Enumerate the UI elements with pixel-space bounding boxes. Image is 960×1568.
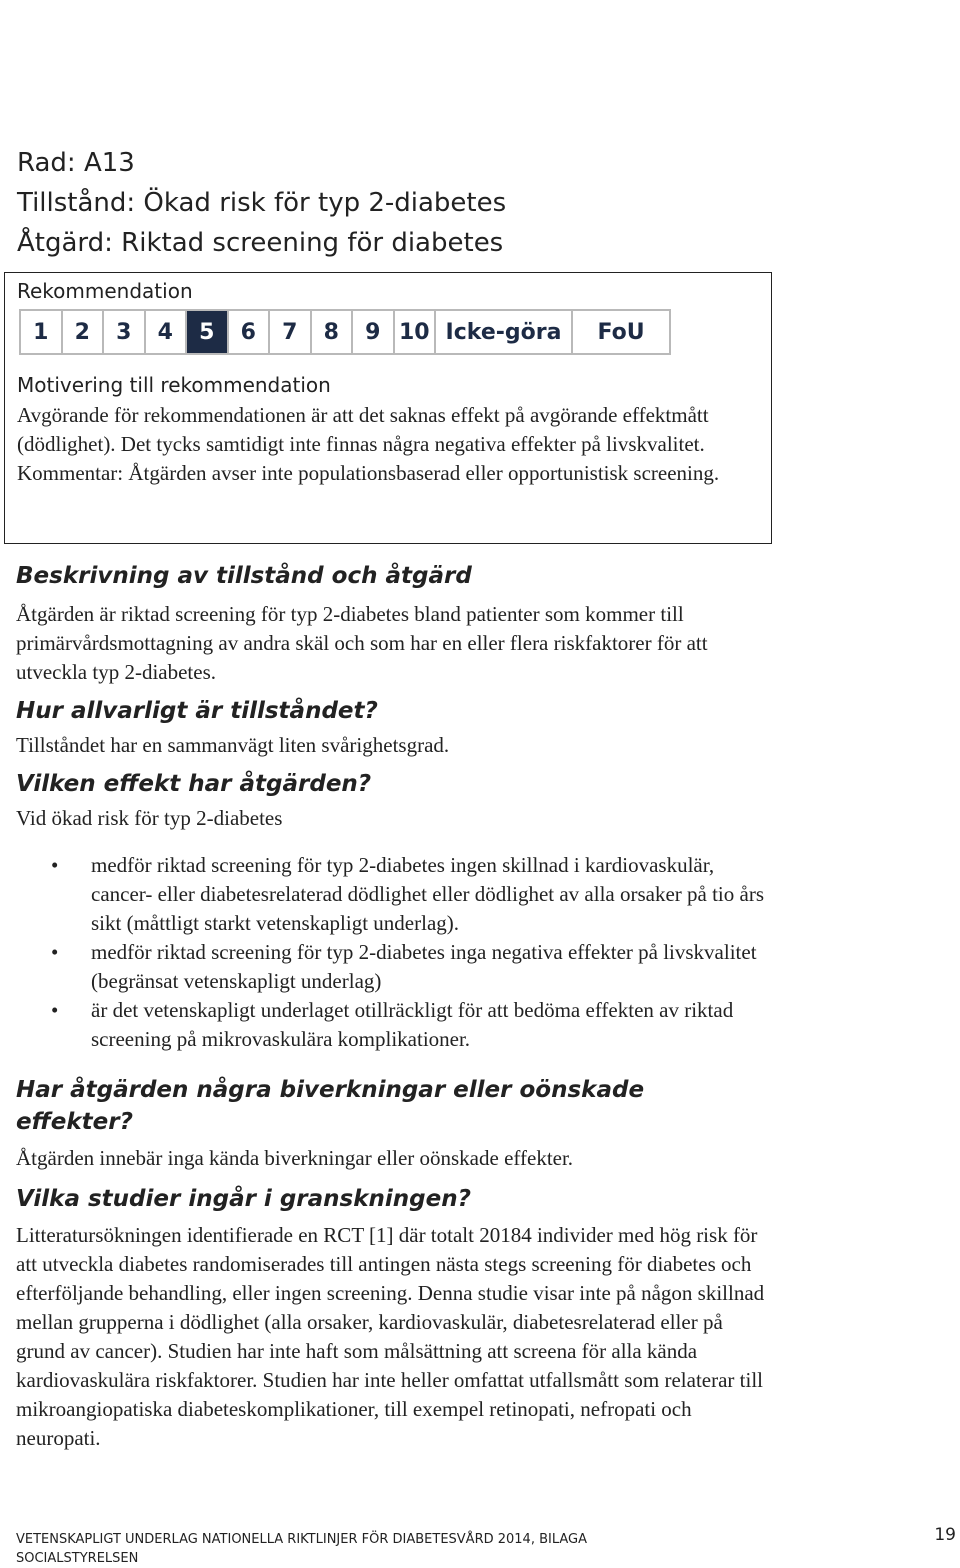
effect-heading: Vilken effekt har åtgärden?: [16, 771, 372, 797]
effect-intro: Vid ökad risk för typ 2-diabetes: [16, 806, 283, 830]
effect-bullet-text: är det vetenskapligt underlaget otillräckligt för att bedöma effekten av riktad screening på mikrovaskulära komplikationer.: [91, 998, 734, 1051]
severity-text: Tillståndet har en sammanvägt liten svårighetsgrad.: [16, 733, 450, 757]
footer-publication: VETENSKAPLIGT UNDERLAG NATIONELLA RIKTLINJER FÖR DIABETESVÅRD 2014, BILAGA: [16, 1532, 588, 1547]
scale-cell-3: 3: [104, 311, 146, 353]
bullet-icon: •: [51, 998, 59, 1022]
action-title: Åtgärd: Riktad screening för diabetes: [17, 228, 504, 258]
page-number: 19: [934, 1525, 956, 1545]
main-content: [16, 560, 766, 1453]
motivation-comment: Kommentar: Åtgärden avser inte populationsbaserad eller opportunistisk screening.: [17, 461, 720, 485]
description-heading: Beskrivning av tillstånd och åtgärd: [16, 563, 472, 589]
scale-cell-5: 5: [187, 311, 229, 353]
side-effects-text: Åtgärden innebär inga kända biverkningar eller oönskade effekter.: [16, 1146, 574, 1170]
motivation-heading: Motivering till rekommendation: [17, 373, 331, 397]
condition-title: Tillstånd: Ökad risk för typ 2-diabetes: [17, 188, 507, 218]
severity-heading: Hur allvarligt är tillståndet?: [16, 698, 378, 724]
list-item: [16, 851, 766, 938]
footer-publisher: SOCIALSTYRELSEN: [16, 1551, 139, 1566]
bullet-icon: •: [51, 853, 59, 877]
studies-heading: Vilka studier ingår i granskningen?: [16, 1186, 471, 1212]
description-text: Åtgärden är riktad screening för typ 2-diabetes bland patienter som kommer till primärvårdsmottagning av andra skäl och som har en eller flera riskfaktorer för att utveckla typ 2-diabetes.: [16, 602, 708, 684]
motivation-body: [17, 401, 757, 488]
effect-bullet-list: [16, 851, 766, 1054]
studies-text: Litteratursökningen identifierade en RCT [1] där totalt 20184 individer med hög risk för att utveckla diabetes randomiserades till antingen nästa stegs screening för diabetes och efterföljande behandling, eller ingen screening. Denna studie visar inte på någon skillnad mellan grupperna i dödlighet (alla orsaker, kardiovaskulär, diabetesrelaterad eller på grund av cancer). Studien har inte haft som målsättning att screena för alla kända kardiovaskulära riskfaktorer. Studien har inte heller omfattat utfallsmått som relaterar till mikroangiopatiska diabeteskomplikationer, till exempel retinopati, nefropati och neuropati.: [16, 1223, 765, 1450]
footer: [16, 1530, 960, 1568]
scale-cell-1: 1: [21, 311, 63, 353]
scale-cell-4: 4: [146, 311, 188, 353]
scale-cell-8: 8: [312, 311, 354, 353]
scale-cell-10: 10: [395, 311, 437, 353]
scale-cell-7: 7: [270, 311, 312, 353]
motivation-text: Avgörande för rekommendationen är att det saknas effekt på avgörande effektmått (dödlighet). Det tycks samtidigt inte finnas några negativa effekter på livskvalitet.: [17, 403, 709, 456]
title-block: [17, 143, 506, 263]
side-effects-heading: Har åtgärden några biverkningar eller oönskade effekter?: [16, 1077, 645, 1135]
scale-cell-11: Icke-göra: [436, 311, 573, 353]
row-title: Rad: A13: [17, 148, 135, 178]
scale-cell-12: FoU: [573, 311, 669, 353]
scale-cell-6: 6: [229, 311, 271, 353]
recommendation-scale: [19, 309, 671, 355]
scale-cell-9: 9: [353, 311, 395, 353]
scale-cell-2: 2: [63, 311, 105, 353]
list-item: [16, 996, 766, 1054]
effect-bullet-text: medför riktad screening för typ 2-diabetes inga negativa effekter på livskvalitet (begränsat vetenskapligt underlag): [91, 940, 757, 993]
recommendation-box: [4, 272, 772, 544]
recommendation-label: Rekommendation: [17, 279, 193, 303]
bullet-icon: •: [51, 940, 59, 964]
effect-bullet-text: medför riktad screening för typ 2-diabetes ingen skillnad i kardiovaskulär, cancer- eller diabetesrelaterad dödlighet eller dödlighet av alla orsaker på tio års sikt (måttligt starkt vetenskapligt underlag).: [91, 853, 765, 935]
list-item: [16, 938, 766, 996]
